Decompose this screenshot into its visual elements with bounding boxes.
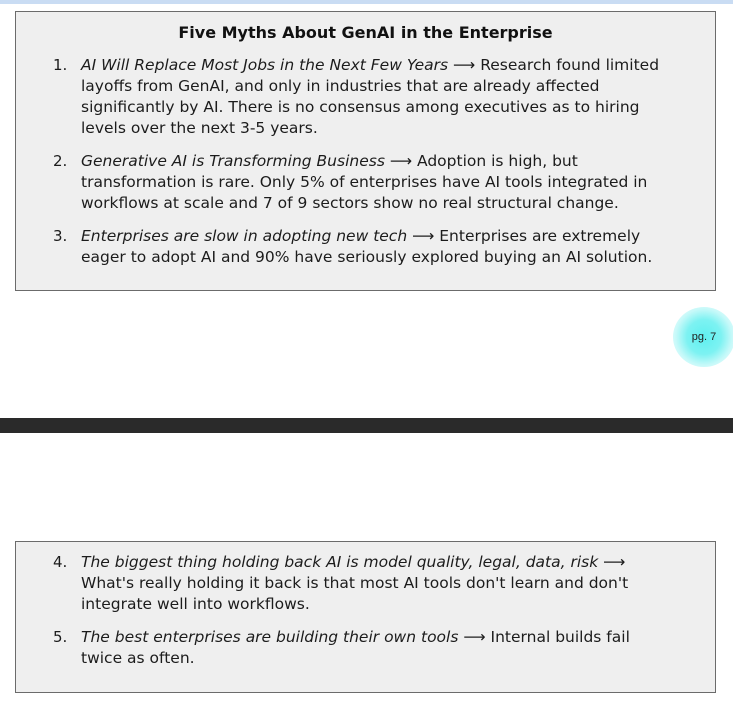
fact-text: Internal builds fail twice as often. [81, 628, 630, 667]
myth-text: The best enterprises are building their own tools [81, 628, 459, 646]
document-title: Five Myths About GenAI in the Enterprise [178, 23, 553, 42]
item-number: 5. [53, 628, 68, 646]
list-item [53, 627, 663, 669]
myth-list-top [53, 55, 663, 280]
fact-text: What's really holding it back is that most AI tools don't learn and don't integrate well into workflows. [81, 574, 629, 613]
top-strip [0, 0, 733, 4]
arrow: ⟶ [453, 56, 476, 74]
item-number: 4. [53, 553, 68, 571]
fact-text: Research found limited layoffs from GenAI, and only in industries that are already affected significantly by AI. There is no consensus among executives as to hiring levels over the next 3-5 years. [81, 56, 660, 137]
item-number: 1. [53, 56, 68, 74]
list-item [53, 552, 663, 615]
myth-text: The biggest thing holding back AI is model quality, legal, data, risk [81, 553, 599, 571]
myth-text: AI Will Replace Most Jobs in the Next Few Years [81, 56, 449, 74]
myths-box-top [15, 11, 716, 291]
list-item [53, 151, 663, 214]
item-number: 3. [53, 227, 68, 245]
myths-box-bottom [15, 541, 716, 693]
fact-text: Adoption is high, but transformation is rare. Only 5% of enterprises have AI tools integrated in workflows at scale and 7 of 9 sectors show no real structural change. [81, 152, 648, 212]
myth-list-bottom [53, 552, 663, 681]
arrow: ⟶ [463, 628, 486, 646]
list-item [53, 226, 663, 268]
myth-text: Generative AI is Transforming Business [81, 152, 385, 170]
fact-text: Enterprises are extremely eager to adopt AI and 90% have seriously explored buying an AI solution. [81, 227, 653, 266]
myth-text: Enterprises are slow in adopting new tech [81, 227, 408, 245]
page-break-bar [0, 418, 733, 433]
item-number: 2. [53, 152, 68, 170]
arrow: ⟶ [389, 152, 413, 170]
list-item [53, 55, 663, 139]
arrow: ⟶ [603, 553, 626, 571]
page-number-badge[interactable]: pg. 7 [673, 307, 733, 367]
arrow: ⟶ [412, 227, 435, 245]
